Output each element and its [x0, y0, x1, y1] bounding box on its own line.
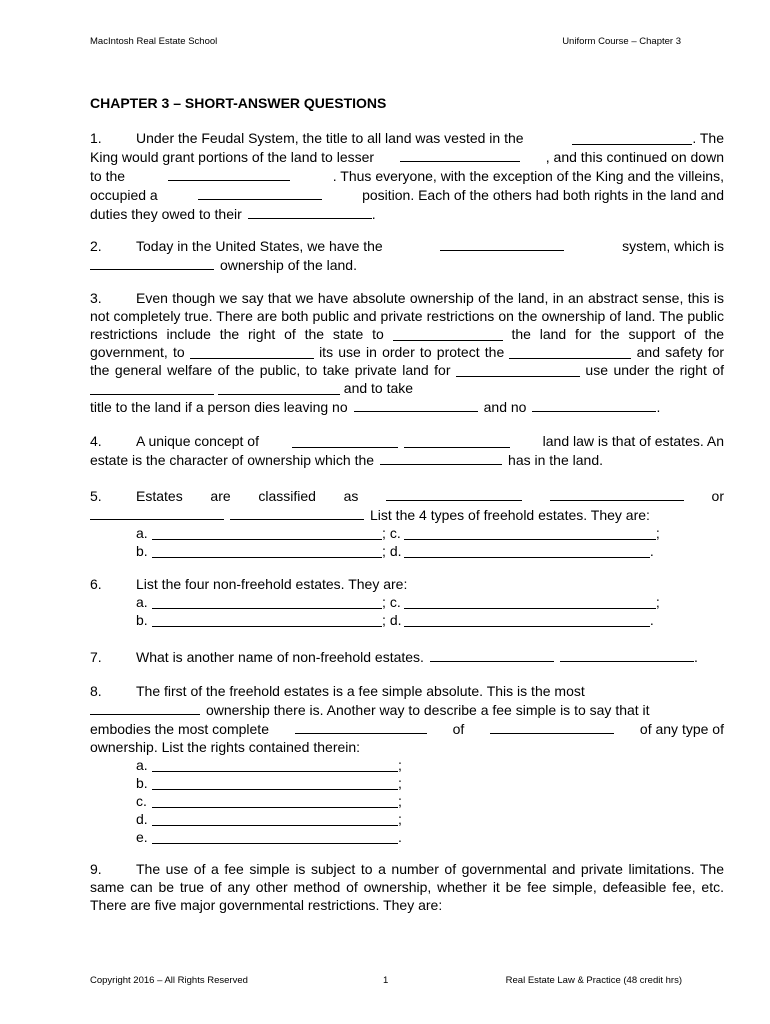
question-text: use under the right of	[585, 362, 725, 378]
question-text: of	[452, 721, 465, 737]
answer-blank[interactable]	[90, 700, 200, 715]
answer-blank[interactable]	[152, 775, 398, 790]
question-text: ownership. List the rights contained therein:	[90, 739, 361, 755]
answer-blank[interactable]	[386, 486, 522, 501]
answer-blank[interactable]	[152, 757, 398, 772]
header-course-chapter: Uniform Course – Chapter 3	[562, 36, 681, 47]
item-label: d.	[389, 543, 402, 559]
question-8-item-b: b. ;	[136, 775, 402, 791]
question-text: land law is that of estates. An	[542, 433, 724, 449]
question-text: .	[371, 206, 376, 222]
question-4	[90, 432, 724, 469]
question-1-line-3	[90, 166, 724, 185]
question-4-line-2	[90, 450, 724, 469]
question-text: embodies the most complete	[90, 721, 269, 737]
item-label: c.	[136, 793, 147, 809]
item-label: a.	[136, 525, 148, 541]
question-text: classified	[258, 488, 316, 504]
question-text: and no	[483, 399, 527, 415]
question-text: duties they owed to their	[90, 206, 242, 222]
answer-blank[interactable]	[560, 647, 694, 662]
question-text: List the 4 types of freehold estates. They are:	[370, 507, 650, 523]
question-text: ownership of the land.	[220, 257, 357, 273]
answer-blank[interactable]	[90, 380, 214, 395]
question-text: The use of a fee simple is subject to a number of governmental and private limitations. The same can be true of any other method of ownership, whether it be fee simple, defeasible fee, etc. There are five major governmental restrictions. They are:	[90, 861, 724, 913]
question-text: has in the land.	[508, 452, 604, 468]
question-text: What is another name of non-freehold estates.	[136, 649, 424, 665]
answer-blank[interactable]	[90, 505, 224, 520]
question-number: 5.	[90, 488, 102, 504]
question-2	[90, 236, 724, 274]
question-1	[90, 129, 724, 223]
answer-blank[interactable]	[152, 525, 382, 540]
question-9-paragraph	[90, 860, 724, 914]
answer-blank[interactable]	[532, 397, 656, 412]
item-label: d.	[136, 811, 148, 827]
question-7-line-1: 7. What is another name of non-freehold estates. .	[90, 649, 698, 665]
answer-blank[interactable]	[404, 525, 656, 540]
answer-blank[interactable]	[90, 255, 214, 270]
question-8-item-a: a. ;	[136, 757, 402, 773]
question-6-item-ac: a. ; c. ;	[136, 594, 660, 610]
item-label: c.	[389, 525, 401, 541]
answer-blank[interactable]	[550, 486, 684, 501]
question-text: List the four non-freehold estates. They are:	[136, 576, 408, 592]
answer-blank[interactable]	[404, 543, 650, 558]
answer-blank[interactable]	[400, 147, 520, 162]
answer-blank[interactable]	[152, 811, 398, 826]
answer-blank[interactable]	[456, 362, 580, 377]
answer-blank[interactable]	[230, 505, 364, 520]
answer-blank[interactable]	[295, 719, 427, 734]
question-3	[90, 289, 724, 416]
item-label: a.	[136, 594, 148, 610]
question-text: title to the land if a person dies leaving no	[90, 399, 348, 415]
question-text: Even though we say that we have absolute ownership of the land, in an abstract sense, this is not completely true. There are both public and private restrictions on the ownership of land. The public restrictions include the right of the state to	[90, 290, 724, 342]
question-number: 7.	[90, 649, 102, 665]
question-8	[90, 682, 724, 846]
question-text: and safety for the general welfare of the public, to take private land for	[90, 344, 725, 378]
question-1-line-1	[90, 129, 724, 147]
item-label: c.	[389, 594, 401, 610]
item-label: a.	[136, 757, 148, 773]
question-7	[90, 647, 724, 666]
answer-blank[interactable]	[292, 433, 398, 448]
question-number: 8.	[90, 683, 102, 699]
answer-blank[interactable]	[380, 450, 502, 465]
footer-page-number: 1	[383, 975, 389, 986]
answer-blank[interactable]	[218, 380, 340, 395]
question-text: to the	[90, 168, 126, 184]
question-5-item-bd: b. ; d. .	[136, 543, 654, 559]
question-text: position. Each of the others had both rights in the land and	[362, 187, 724, 203]
question-1-line-4	[90, 185, 724, 204]
answer-blank[interactable]	[198, 185, 322, 200]
answer-blank[interactable]	[152, 793, 398, 808]
question-text: Estates	[136, 488, 183, 504]
answer-blank[interactable]	[430, 647, 554, 662]
question-5-line-1	[90, 486, 724, 505]
question-number: 4.	[90, 433, 102, 449]
item-label: b.	[136, 775, 148, 791]
question-5-line-2	[90, 505, 724, 524]
answer-blank[interactable]	[152, 612, 382, 627]
question-6-item-bd: b. ; d. .	[136, 612, 654, 628]
question-3-last-line	[90, 397, 724, 416]
answer-blank[interactable]	[152, 594, 382, 609]
answer-blank[interactable]	[190, 344, 314, 359]
question-8-item-e: e. .	[136, 829, 402, 845]
question-text: are	[210, 488, 231, 504]
question-8-line-1	[90, 682, 724, 700]
question-number: 3.	[90, 290, 102, 306]
answer-blank[interactable]	[248, 204, 372, 219]
question-text: of any type of	[639, 721, 724, 737]
question-6-line-1	[90, 575, 724, 593]
question-text: The first of the freehold estates is a fee simple absolute. This is the most	[136, 683, 585, 699]
answer-blank[interactable]	[509, 344, 631, 359]
question-8-line-2	[90, 700, 724, 719]
footer-copyright: Copyright 2016 – All Rights Reserved	[90, 975, 248, 986]
question-text: A unique concept of	[136, 433, 259, 449]
question-8-line-4	[90, 738, 724, 756]
question-text: the land for the support of the government, to	[90, 326, 725, 360]
question-text: , and this continued on down	[545, 149, 724, 165]
item-label: b.	[136, 612, 148, 628]
question-5	[90, 486, 724, 560]
question-8-item-c: c. ;	[136, 793, 402, 809]
question-text: system, which is	[622, 238, 724, 254]
question-1-line-2	[90, 147, 724, 166]
question-5-item-ac: a. ; c. ;	[136, 525, 660, 541]
question-text: ownership there is. Another way to describe a fee simple is to say that it	[206, 702, 650, 718]
answer-blank[interactable]	[168, 166, 290, 181]
question-text: or	[711, 488, 724, 504]
question-text: . The	[692, 130, 724, 146]
question-text: occupied a	[90, 187, 158, 203]
question-4-line-1	[90, 432, 724, 450]
question-text: its use in order to protect the	[319, 344, 505, 360]
question-6	[90, 575, 724, 629]
question-text: .	[656, 399, 661, 415]
question-number: 6.	[90, 576, 102, 592]
question-8-item-d: d. ;	[136, 811, 402, 827]
item-label: e.	[136, 829, 148, 845]
question-text: as	[343, 488, 359, 504]
question-1-line-5	[90, 204, 724, 223]
question-text: and to take	[343, 380, 414, 396]
question-text: King would grant portions of the land to lesser	[90, 149, 375, 165]
answer-blank[interactable]	[404, 433, 510, 448]
answer-blank[interactable]	[404, 594, 656, 609]
question-2-line-2	[90, 255, 724, 274]
question-text: estate is the character of ownership which the	[90, 452, 375, 468]
answer-blank[interactable]	[393, 326, 503, 341]
answer-blank[interactable]	[404, 612, 650, 627]
answer-blank[interactable]	[354, 397, 478, 412]
question-text: . Thus everyone, with the exception of the King and the villeins,	[332, 168, 724, 184]
answer-blank[interactable]	[572, 130, 692, 145]
question-number: 2.	[90, 238, 102, 254]
answer-blank[interactable]	[440, 236, 564, 251]
question-text: Today in the United States, we have the	[136, 238, 383, 254]
question-3-paragraph	[90, 289, 724, 397]
page-title: CHAPTER 3 – SHORT-ANSWER QUESTIONS	[90, 95, 387, 111]
question-number: 1.	[90, 130, 102, 146]
question-number: 9.	[90, 861, 102, 877]
answer-blank[interactable]	[152, 543, 382, 558]
item-label: d.	[389, 612, 402, 628]
question-9	[90, 860, 724, 914]
question-8-line-3	[90, 719, 724, 738]
answer-blank[interactable]	[490, 719, 614, 734]
answer-blank[interactable]	[152, 829, 398, 844]
question-2-line-1	[90, 236, 724, 255]
header-school-name: MacIntosh Real Estate School	[90, 36, 218, 47]
question-text: Under the Feudal System, the title to all land was vested in the	[136, 130, 524, 146]
footer-course-title: Real Estate Law & Practice (48 credit hrs)	[505, 975, 682, 986]
item-label: b.	[136, 543, 148, 559]
